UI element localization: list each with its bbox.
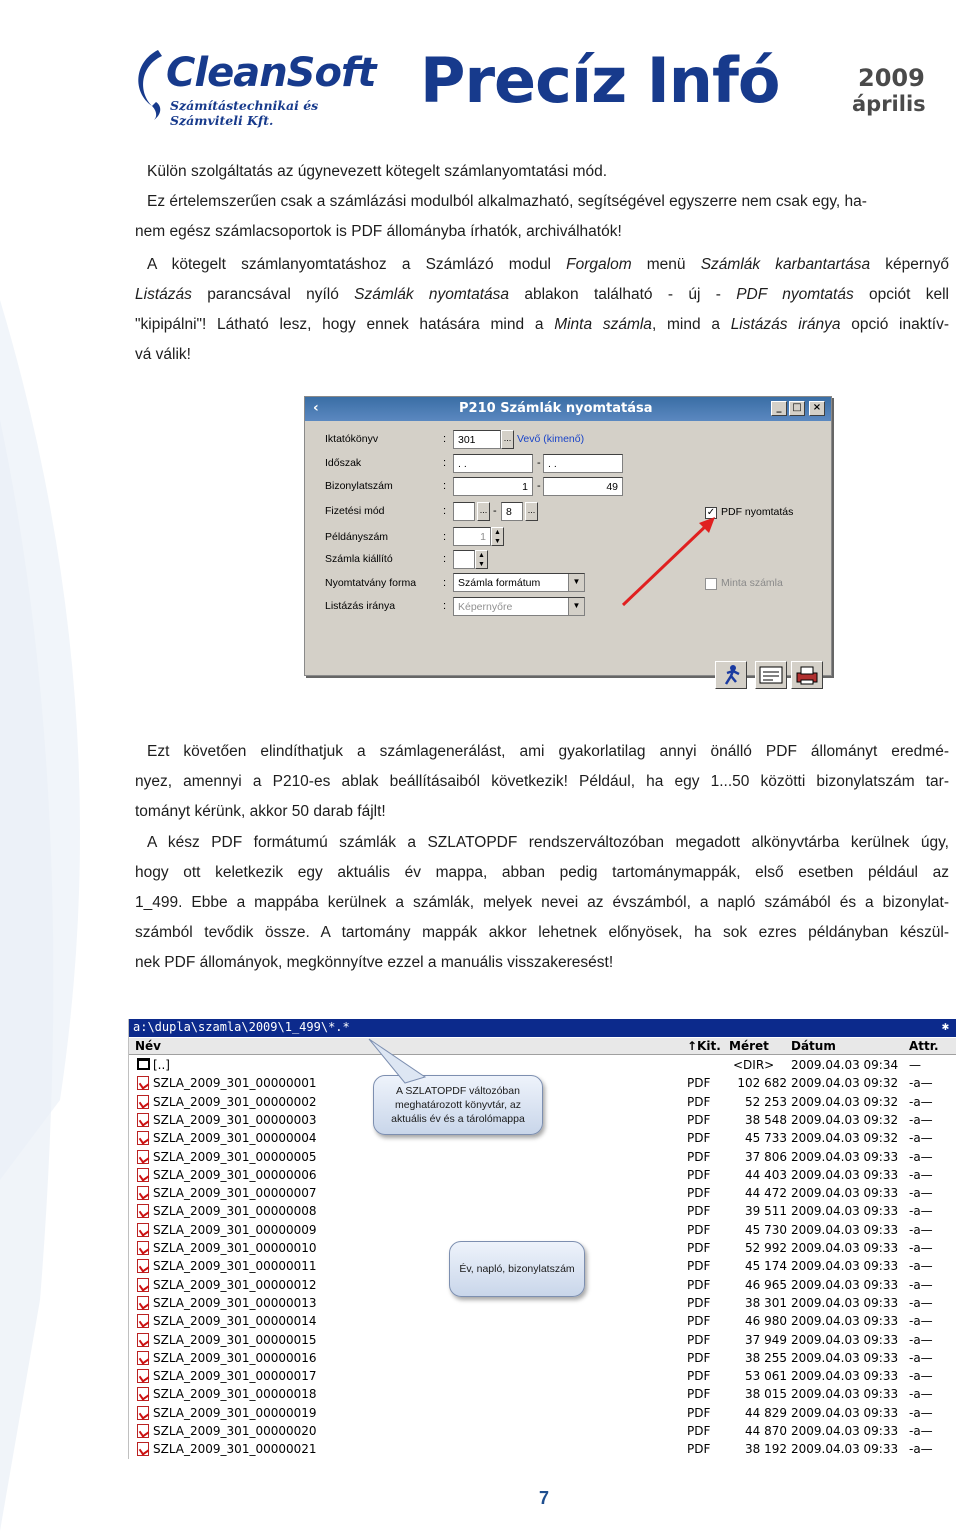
file-size: 102 682 bbox=[737, 1076, 787, 1091]
file-attr: -a— bbox=[909, 1204, 933, 1219]
minimize-button[interactable]: _ bbox=[771, 401, 787, 416]
file-size: 38 255 bbox=[745, 1350, 787, 1365]
file-size: 46 980 bbox=[745, 1314, 787, 1329]
file-attr: -a— bbox=[909, 1387, 933, 1402]
form-icon bbox=[756, 662, 786, 688]
file-attr: -a— bbox=[909, 1277, 933, 1292]
company-name: CleanSoft bbox=[166, 50, 376, 96]
pdf-file-icon bbox=[137, 1168, 149, 1182]
file-attr: -a— bbox=[909, 1186, 933, 1201]
iktatokonyv-name: Vevő (kimenő) bbox=[517, 433, 585, 445]
file-ext: PDF bbox=[687, 1350, 711, 1365]
file-ext: PDF bbox=[687, 1112, 711, 1127]
listazas-iranya-select[interactable] bbox=[453, 597, 585, 616]
file-ext: PDF bbox=[687, 1277, 711, 1292]
szamla-kiallito-spin-buttons[interactable]: ▲ ▼ bbox=[475, 550, 488, 569]
file-ext: PDF bbox=[687, 1332, 711, 1347]
pdf-file-icon bbox=[137, 1406, 149, 1420]
file-name: SZLA_2009_301_00000015 bbox=[153, 1332, 317, 1347]
file-ext: PDF bbox=[687, 1369, 711, 1384]
file-size: 37 949 bbox=[745, 1332, 787, 1347]
range-dash: - bbox=[537, 457, 541, 469]
file-name: SZLA_2009_301_00000003 bbox=[153, 1112, 317, 1127]
file-attr: -a— bbox=[909, 1405, 933, 1420]
label-peldanyszam: Példányszám bbox=[325, 531, 389, 543]
file-ext: PDF bbox=[687, 1241, 711, 1255]
text-line bbox=[135, 250, 949, 280]
nyomtatvany-forma-select[interactable] bbox=[453, 573, 585, 592]
file-attr: -a— bbox=[909, 1369, 933, 1384]
colon: : bbox=[443, 505, 447, 517]
table-row[interactable] bbox=[129, 1130, 956, 1148]
filter-star-icon[interactable]: ✱ bbox=[941, 1019, 949, 1033]
column-header-name[interactable]: Név bbox=[135, 1039, 162, 1053]
file-name: SZLA_2009_301_00000013 bbox=[153, 1295, 317, 1310]
printer-icon bbox=[792, 662, 822, 688]
file-name: SZLA_2009_301_00000009 bbox=[153, 1222, 317, 1237]
print-dialog-screenshot bbox=[304, 396, 832, 676]
file-size: 38 548 bbox=[745, 1112, 787, 1127]
text-line: nyez, amennyi a P210-es ablak beállításaiból következik! Például, ha egy 1...50 közötti bizonylatszám tar- bbox=[135, 773, 949, 790]
file-date: 2009.04.03 09:32 bbox=[791, 1112, 899, 1127]
text-run: opció inaktív- bbox=[840, 316, 950, 333]
file-attr: -a— bbox=[909, 1350, 933, 1365]
iktatokonyv-input[interactable]: 301 bbox=[453, 430, 501, 449]
window-reference: Számlák nyomtatása bbox=[354, 286, 510, 303]
file-attr: -a— bbox=[909, 1259, 933, 1274]
file-date: 2009.04.03 09:32 bbox=[791, 1094, 899, 1109]
text-run: menü bbox=[631, 256, 701, 273]
label-fizetesi-mod: Fizetési mód bbox=[325, 505, 385, 517]
file-ext: PDF bbox=[687, 1387, 711, 1402]
range-dash: - bbox=[493, 505, 497, 517]
file-size: 45 733 bbox=[745, 1131, 787, 1146]
text-line: nem egész számlacsoportok is PDF állományba írhatók, archiválhatók! bbox=[135, 223, 622, 240]
label-idoszak: Időszak bbox=[325, 457, 362, 469]
file-attr: -a— bbox=[909, 1241, 933, 1255]
file-date: 2009.04.03 09:32 bbox=[791, 1076, 899, 1091]
file-date: 2009.04.03 09:33 bbox=[791, 1277, 899, 1292]
colon: : bbox=[443, 531, 447, 543]
paragraph-3 bbox=[135, 737, 949, 827]
file-name: SZLA_2009_301_00000004 bbox=[153, 1131, 317, 1146]
file-size: 45 730 bbox=[745, 1222, 787, 1237]
column-header-date[interactable]: Dátum bbox=[791, 1039, 836, 1053]
file-date: 2009.04.03 09:33 bbox=[791, 1442, 899, 1457]
fizetesi-mod-lookup-2[interactable]: ... bbox=[525, 502, 538, 521]
file-ext: PDF bbox=[687, 1424, 711, 1438]
file-size: 44 403 bbox=[745, 1167, 787, 1182]
text-run: opciót kell bbox=[853, 286, 949, 303]
file-ext: PDF bbox=[687, 1186, 711, 1201]
page-number: 7 bbox=[539, 1488, 550, 1508]
pdf-file-icon bbox=[137, 1278, 149, 1292]
run-button[interactable] bbox=[715, 661, 747, 689]
file-size: 38 301 bbox=[745, 1295, 787, 1310]
screen-reference: Számlák karbantartása bbox=[700, 256, 871, 273]
label-iktatokonyv: Iktatókönyv bbox=[325, 433, 379, 445]
file-name: SZLA_2009_301_00000010 bbox=[153, 1241, 317, 1255]
table-row[interactable] bbox=[129, 1423, 956, 1441]
paragraph-4 bbox=[135, 828, 949, 978]
text-line: A kész PDF formátumú számlák a SZLATOPDF rendszerváltozóban megadott alkönyvtárba kerülnek úgy, bbox=[147, 834, 949, 851]
file-date: 2009.04.03 09:33 bbox=[791, 1387, 899, 1402]
file-manager-screenshot bbox=[128, 1019, 956, 1459]
file-date: 2009.04.03 09:33 bbox=[791, 1295, 899, 1310]
file-name: SZLA_2009_301_00000005 bbox=[153, 1149, 317, 1164]
colon: : bbox=[443, 433, 447, 445]
chevron-down-icon[interactable]: ▼ bbox=[568, 598, 584, 615]
fizetesi-mod-input-2[interactable]: 8 bbox=[501, 502, 523, 521]
pdf-file-icon bbox=[137, 1095, 149, 1109]
pdf-nyomtatas-checkbox[interactable]: ✓ bbox=[706, 507, 716, 518]
column-header-ext[interactable]: ↑Kit. bbox=[687, 1039, 721, 1053]
newsletter-title: Precíz Infó bbox=[420, 44, 780, 117]
file-ext: PDF bbox=[687, 1222, 711, 1237]
fizetesi-mod-input-1[interactable] bbox=[453, 502, 475, 521]
file-name: SZLA_2009_301_00000021 bbox=[153, 1442, 317, 1457]
dialog-titlebar bbox=[305, 397, 831, 421]
table-row[interactable] bbox=[129, 1295, 956, 1313]
dialog-form bbox=[305, 421, 831, 676]
file-date: 2009.04.03 09:33 bbox=[791, 1167, 899, 1182]
current-path: a:\dupla\szamla\2009\1_499\*.* bbox=[133, 1020, 350, 1034]
text-line: Ez értelemszerűen csak a számlázási modulból alkalmazható, segítségével egyszerre nem csak egy, ha- bbox=[147, 193, 867, 210]
pdf-file-icon bbox=[137, 1369, 149, 1383]
file-name: SZLA_2009_301_00000007 bbox=[153, 1186, 317, 1201]
file-attr: -a— bbox=[909, 1222, 933, 1237]
file-date: 2009.04.03 09:33 bbox=[791, 1314, 899, 1329]
file-attr: -a— bbox=[909, 1131, 933, 1146]
table-row[interactable] bbox=[129, 1368, 956, 1386]
table-row[interactable] bbox=[129, 1149, 956, 1167]
pdf-file-icon bbox=[137, 1150, 149, 1164]
file-attr: -a— bbox=[909, 1314, 933, 1329]
table-row[interactable] bbox=[129, 1203, 956, 1221]
idoszak-from-input[interactable]: . . bbox=[453, 454, 533, 473]
bizonylat-to-input[interactable]: 49 bbox=[543, 477, 623, 496]
pdf-file-icon bbox=[137, 1296, 149, 1310]
file-size: 44 870 bbox=[745, 1424, 787, 1438]
list-item[interactable] bbox=[129, 1057, 956, 1075]
option-reference: PDF nyomtatás bbox=[736, 286, 854, 303]
colon: : bbox=[443, 480, 447, 492]
file-size: 44 472 bbox=[745, 1186, 787, 1201]
pdf-file-icon bbox=[137, 1204, 149, 1218]
file-size: 39 511 bbox=[745, 1204, 787, 1219]
file-attr: -a— bbox=[909, 1424, 933, 1438]
file-size: 53 061 bbox=[745, 1369, 787, 1384]
peldanyszam-spin-buttons[interactable]: ▲ ▼ bbox=[491, 527, 504, 546]
table-row[interactable] bbox=[129, 1332, 956, 1350]
pdf-nyomtatas-label: PDF nyomtatás bbox=[721, 506, 794, 518]
text-run: parancsával nyíló bbox=[191, 286, 355, 303]
issue-month: április bbox=[852, 92, 926, 116]
pdf-file-icon bbox=[137, 1076, 149, 1090]
bizonylat-from-input[interactable]: 1 bbox=[453, 477, 533, 496]
column-header-attr[interactable]: Attr. bbox=[909, 1039, 939, 1053]
table-row[interactable] bbox=[129, 1405, 956, 1423]
peldanyszam-stepper[interactable]: 1 bbox=[453, 527, 491, 546]
text-line: nek PDF állományok, megkönnyítve ezzel a manuális visszakeresést! bbox=[135, 954, 614, 971]
file-size: 44 829 bbox=[745, 1405, 787, 1420]
file-date: 2009.04.03 09:33 bbox=[791, 1405, 899, 1420]
file-size: 45 174 bbox=[745, 1259, 787, 1274]
file-ext: PDF bbox=[687, 1314, 711, 1329]
fizetesi-mod-lookup-1[interactable]: ... bbox=[477, 502, 490, 521]
file-date: 2009.04.03 09:33 bbox=[791, 1369, 899, 1384]
file-ext: PDF bbox=[687, 1405, 711, 1420]
file-attr: -a— bbox=[909, 1076, 933, 1091]
callout-bubble-path: A SZLATOPDF változóban meghatározott könyvtár, az aktuális év és a tárolómappa bbox=[373, 1075, 543, 1135]
colon: : bbox=[443, 577, 447, 589]
table-row[interactable] bbox=[129, 1350, 956, 1368]
file-date: 2009.04.03 09:32 bbox=[791, 1131, 899, 1146]
file-ext: PDF bbox=[687, 1094, 711, 1109]
text-run: "kipipálni"! Látható lesz, hogy ennek hatására mind a bbox=[135, 316, 555, 333]
file-ext: PDF bbox=[687, 1167, 711, 1182]
file-ext: PDF bbox=[687, 1259, 711, 1274]
table-row[interactable] bbox=[129, 1167, 956, 1185]
file-attr: -a— bbox=[909, 1149, 933, 1164]
file-ext: PDF bbox=[687, 1295, 711, 1310]
text-line: Ezt követően elindíthatjuk a számlagenerálást, ami gyakorlatilag annyi önálló PDF állományt eredmé- bbox=[147, 743, 949, 760]
preview-button[interactable] bbox=[755, 661, 787, 689]
text-line: vá válik! bbox=[135, 346, 191, 363]
table-row[interactable] bbox=[129, 1386, 956, 1404]
callout-pointer bbox=[365, 1037, 435, 1087]
colon: : bbox=[443, 553, 447, 565]
pdf-file-icon bbox=[137, 1241, 149, 1255]
file-attr: -a— bbox=[909, 1112, 933, 1127]
text-line bbox=[135, 310, 949, 340]
file-size: 52 253 bbox=[745, 1094, 787, 1109]
nyomtatvany-forma-value: Számla formátum bbox=[458, 577, 541, 589]
file-ext: PDF bbox=[687, 1149, 711, 1164]
text-run: , mind a bbox=[651, 316, 731, 333]
option-reference: Listázás iránya bbox=[730, 316, 841, 333]
file-name: SZLA_2009_301_00000006 bbox=[153, 1167, 317, 1182]
label-bizonylatszam: Bizonylatszám bbox=[325, 480, 393, 492]
path-bar[interactable] bbox=[129, 1019, 956, 1037]
label-nyomtatvany-forma: Nyomtatvány forma bbox=[325, 577, 417, 589]
option-reference: Minta számla bbox=[554, 316, 652, 333]
file-date: 2009.04.03 09:33 bbox=[791, 1259, 899, 1274]
minta-szamla-label: Minta számla bbox=[721, 577, 783, 589]
file-name: SZLA_2009_301_00000018 bbox=[153, 1387, 317, 1402]
file-size: 46 965 bbox=[745, 1277, 787, 1292]
file-date: 2009.04.03 09:33 bbox=[791, 1424, 899, 1438]
file-date: 2009.04.03 09:34 bbox=[791, 1058, 899, 1072]
file-date: 2009.04.03 09:33 bbox=[791, 1186, 899, 1201]
text-line: Külön szolgáltatás az úgynevezett kötegelt számlanyomtatási mód. bbox=[147, 163, 608, 180]
colon: : bbox=[443, 457, 447, 469]
colon: : bbox=[443, 600, 447, 612]
dialog-title: P210 Számlák nyomtatása bbox=[459, 401, 653, 416]
file-name: SZLA_2009_301_00000014 bbox=[153, 1314, 317, 1329]
cleansoft-logo-mark bbox=[128, 48, 168, 122]
issue-year: 2009 bbox=[858, 64, 925, 92]
file-attr: -a— bbox=[909, 1442, 933, 1457]
file-name: SZLA_2009_301_00000020 bbox=[153, 1424, 317, 1438]
pdf-file-icon bbox=[137, 1314, 149, 1328]
pdf-file-icon bbox=[137, 1259, 149, 1273]
szamla-kiallito-input[interactable] bbox=[453, 550, 475, 569]
chevron-down-icon[interactable]: ▼ bbox=[568, 574, 584, 591]
text-line bbox=[135, 280, 949, 310]
file-ext: PDF bbox=[687, 1131, 711, 1146]
paragraph-2 bbox=[135, 250, 949, 370]
file-ext: PDF bbox=[687, 1076, 711, 1091]
file-ext: PDF bbox=[687, 1204, 711, 1219]
company-logo bbox=[128, 44, 376, 128]
text-line: tományt kérünk, akkor 50 darab fájlt! bbox=[135, 803, 386, 820]
file-attr: -a— bbox=[909, 1332, 933, 1347]
file-attr: -a— bbox=[909, 1167, 933, 1182]
pdf-file-icon bbox=[137, 1333, 149, 1347]
company-subtitle: Számítástechnikai és Számviteli Kft. bbox=[170, 98, 319, 128]
text-run: ablakon található - új - bbox=[509, 286, 737, 303]
range-dash: - bbox=[537, 480, 541, 492]
label-listazas-iranya: Listázás iránya bbox=[325, 600, 396, 612]
idoszak-to-input[interactable]: . . bbox=[543, 454, 623, 473]
file-attr: — bbox=[909, 1058, 921, 1072]
close-button[interactable]: × bbox=[809, 401, 825, 416]
pdf-file-icon bbox=[137, 1387, 149, 1401]
pdf-file-icon bbox=[137, 1351, 149, 1365]
pdf-file-icon bbox=[137, 1223, 149, 1237]
folder-up-icon bbox=[137, 1058, 150, 1070]
column-header-size[interactable]: Méret bbox=[729, 1039, 769, 1053]
file-date: 2009.04.03 09:33 bbox=[791, 1350, 899, 1365]
table-row[interactable] bbox=[129, 1313, 956, 1331]
file-date: 2009.04.03 09:33 bbox=[791, 1222, 899, 1237]
text-line: számból tevődik össze. A tartomány mappák akkor lehetnek előnyösek, ha sok ezres példányban készül- bbox=[135, 924, 949, 941]
file-name: SZLA_2009_301_00000012 bbox=[153, 1277, 317, 1292]
pdf-file-icon bbox=[137, 1424, 149, 1438]
paragraph-1 bbox=[135, 157, 949, 247]
file-attr: -a— bbox=[909, 1295, 933, 1310]
callout-bubble-naming: Év, napló, bizonylatszám bbox=[449, 1241, 585, 1297]
text-line: hogy ott keletkezik egy aktuális év mappa, abban pedig tartománymappák, első esetben például az bbox=[135, 864, 949, 881]
file-name: SZLA_2009_301_00000002 bbox=[153, 1094, 317, 1109]
file-name: SZLA_2009_301_00000008 bbox=[153, 1204, 317, 1219]
pdf-file-icon bbox=[137, 1186, 149, 1200]
file-name: SZLA_2009_301_00000001 bbox=[153, 1076, 317, 1091]
app-icon: ‹ bbox=[313, 400, 319, 416]
maximize-button[interactable]: □ bbox=[789, 401, 805, 416]
iktatokonyv-lookup-button[interactable]: ... bbox=[501, 430, 514, 449]
pdf-file-icon bbox=[137, 1442, 149, 1456]
table-row[interactable] bbox=[129, 1222, 956, 1240]
file-size: 37 806 bbox=[745, 1149, 787, 1164]
file-size: <DIR> bbox=[733, 1058, 775, 1072]
file-date: 2009.04.03 09:33 bbox=[791, 1149, 899, 1164]
file-name: SZLA_2009_301_00000017 bbox=[153, 1369, 317, 1384]
file-ext: PDF bbox=[687, 1442, 711, 1457]
file-name: SZLA_2009_301_00000016 bbox=[153, 1350, 317, 1365]
table-row[interactable] bbox=[129, 1185, 956, 1203]
listazas-iranya-value: Képernyőre bbox=[458, 601, 513, 613]
text-run: A kötegelt számlanyomtatáshoz a Számlázó modul bbox=[147, 256, 567, 273]
menu-reference: Forgalom bbox=[566, 256, 632, 273]
file-date: 2009.04.03 09:33 bbox=[791, 1241, 899, 1255]
file-size: 38 192 bbox=[745, 1442, 787, 1457]
file-size: 52 992 bbox=[745, 1241, 787, 1255]
page-header bbox=[0, 0, 960, 130]
file-name: SZLA_2009_301_00000019 bbox=[153, 1405, 317, 1420]
running-man-icon bbox=[716, 662, 746, 688]
file-list-header bbox=[129, 1038, 956, 1055]
text-run: képernyő bbox=[870, 256, 949, 273]
file-attr: -a— bbox=[909, 1094, 933, 1109]
file-name: [..] bbox=[153, 1058, 170, 1072]
print-button[interactable] bbox=[791, 661, 823, 689]
file-date: 2009.04.03 09:33 bbox=[791, 1332, 899, 1347]
pdf-file-icon bbox=[137, 1113, 149, 1127]
file-date: 2009.04.03 09:33 bbox=[791, 1204, 899, 1219]
command-reference: Listázás bbox=[135, 286, 192, 303]
file-name: SZLA_2009_301_00000011 bbox=[153, 1259, 317, 1274]
table-row[interactable] bbox=[129, 1441, 956, 1459]
label-szamla-kiallito: Számla kiállító bbox=[325, 553, 393, 565]
text-line: 1_499. Ebbe a mappába kerülnek a számlák, melyek nevei az évszámból, a napló számából és a bizonylat- bbox=[135, 894, 949, 911]
red-arrow-annotation bbox=[615, 513, 725, 613]
pdf-file-icon bbox=[137, 1131, 149, 1145]
file-size: 38 015 bbox=[745, 1387, 787, 1402]
